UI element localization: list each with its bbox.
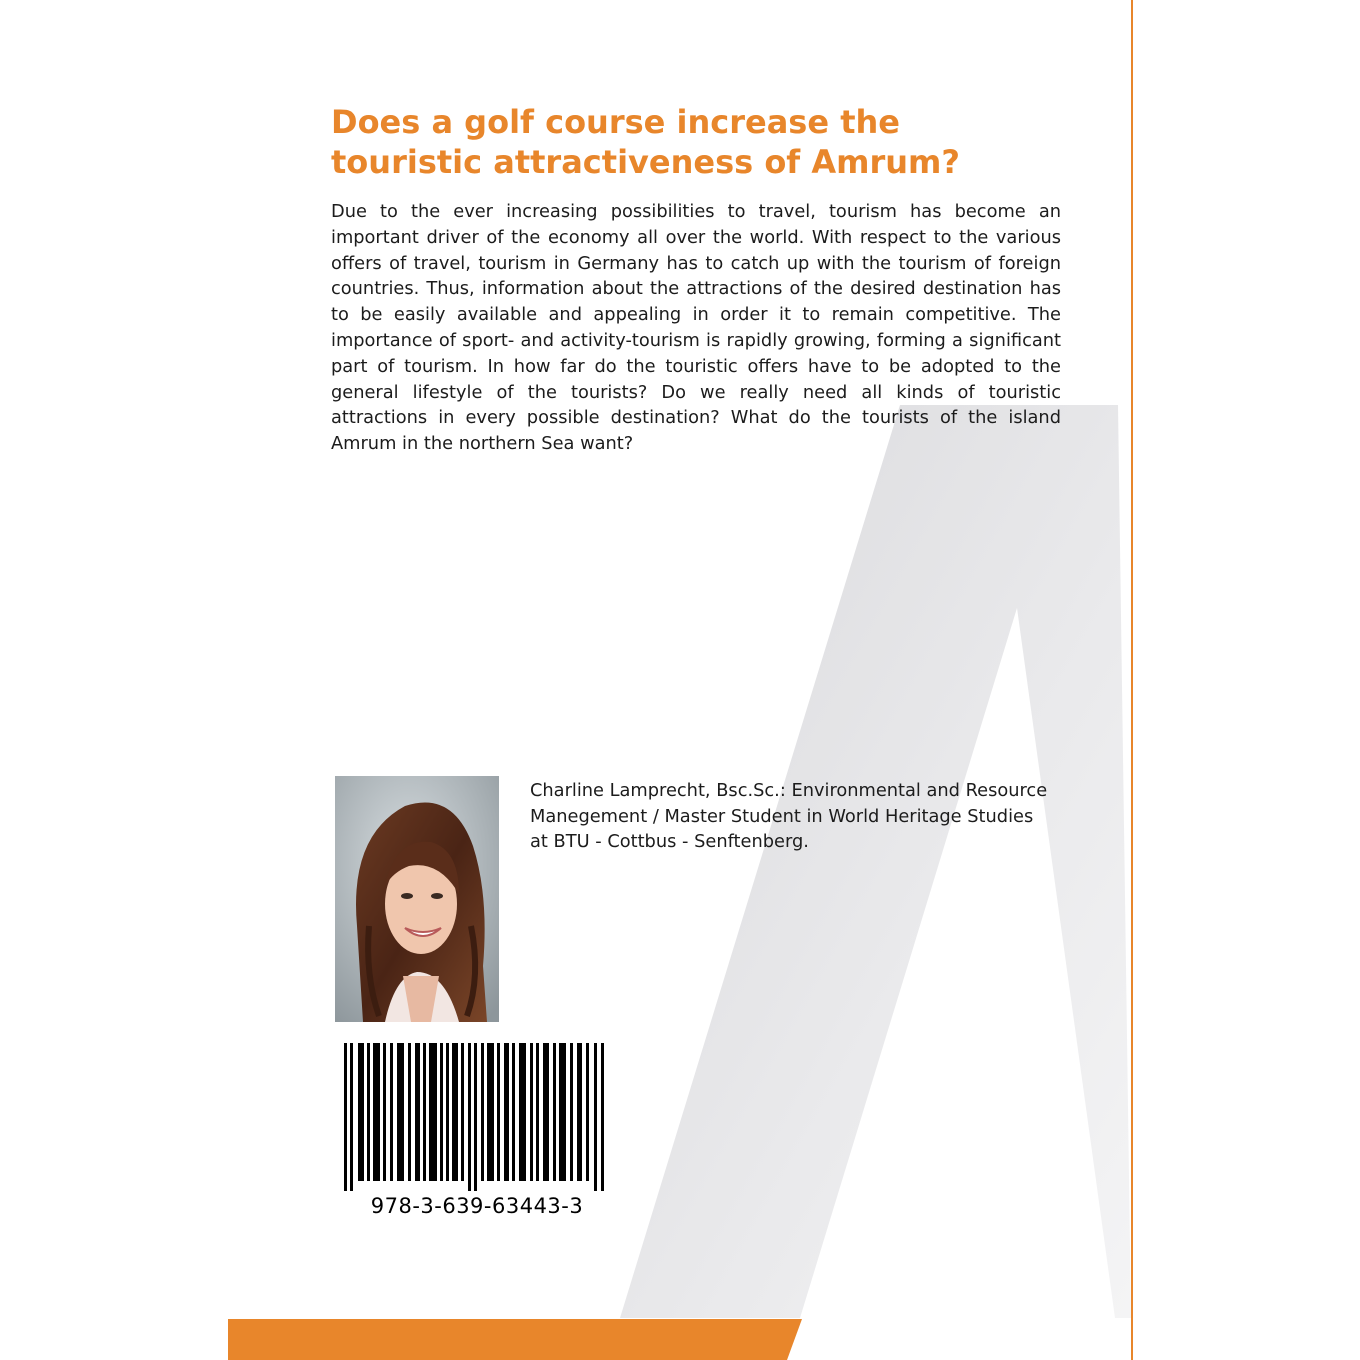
book-blurb: Due to the ever increasing possibilities to travel, tourism has become an important driver of the economy all over the world. With respect to the various offers of travel, tourism in Germany has to catch up with the tourism of foreign countries. Thus, information about the attractions of the desired destination has to be easily available and appealing in order it to remain competitive. The importance of sport- and activity-tourism is rapidly growing, forming a significant part of tourism. In how far do the touristic offers have to be adopted to the general lifestyle of the tourists? Do we really need all kinds of touristic attractions in every possible destination? What do the tourists of the island Amrum in the northern Sea want? [331,201,1061,455]
bottom-orange-band [0,1318,1360,1360]
book-title [331,102,1091,182]
title-line-1: Does a golf course increase the [331,103,900,141]
isbn-number: 978-3-639-63443-3 [370,1194,584,1218]
author-photo [335,776,499,1022]
isbn-barcode [342,1043,610,1191]
title-line-2: touristic attractiveness of Amrum? [331,143,960,181]
author-bio: Charline Lamprecht, Bsc.Sc.: Environmental and Resource Manegement / Master Student in World Heritage Studies at BTU - Cottbus - Senftenberg. [530,780,1048,852]
spine-edge-line [1131,0,1133,1360]
